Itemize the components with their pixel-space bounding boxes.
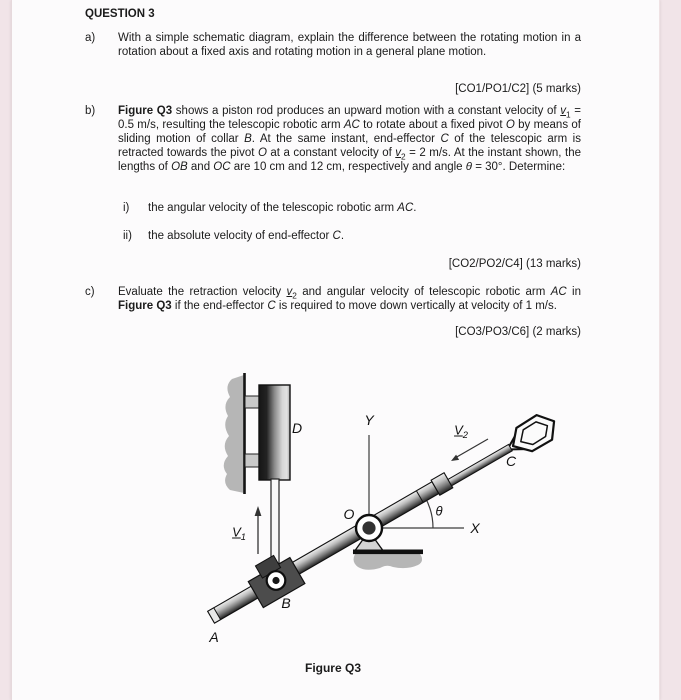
question-title: QUESTION 3 [85,8,155,20]
label-c: C [505,453,517,469]
part-a-text: With a simple schematic diagram, explain the difference between the rotating motion in a rotation about a fixed axis and rotating motion in a general plane motion. [118,32,581,58]
part-b-label: b) [85,105,96,117]
part-c-text: Evaluate the retraction velocity $v_2$ and angular velocity of telescopic robotic arm AC in Figure Q3 if the end-effector C is required to move down vertically at velocity of 1 m/s. [118,286,582,312]
arm-inner-rod [448,444,512,485]
telescopic-arm [200,400,562,632]
label-v1: $V_1$ [232,524,246,543]
part-b-marks: [CO2/PO2/C4] (13 marks) [448,258,581,270]
label-d: D [291,420,303,436]
label-o: O [343,506,355,522]
label-a: A [209,629,219,645]
wall [224,373,261,494]
label-b: B [281,595,291,611]
figure-q3 [126,368,566,656]
pivot-pin-o [356,515,382,541]
part-b-item-i-text: the angular velocity of the telescopic robotic arm AC. [148,202,417,214]
part-b-item-ii-text: the absolute velocity of end-effector C. [148,230,345,242]
collar-pin-b [267,571,286,590]
part-b-item-i-label: i) [123,202,130,214]
label-y: Y [364,412,374,428]
part-a-marks: [CO1/PO1/C2] (5 marks) [455,83,581,95]
figure-caption: Figure Q3 [304,661,361,675]
label-v2: $V_2$ [454,422,468,441]
label-theta: θ [435,503,443,519]
document-page [11,0,660,700]
part-c-label: c) [85,286,95,298]
part-b-item-ii-label: ii) [123,230,132,242]
part-c-marks: [CO3/PO3/C6] (2 marks) [455,326,581,338]
label-x: X [470,520,480,536]
velocity-arrow-v2 [451,439,488,461]
cylinder-d [259,385,290,480]
part-a-label: a) [85,32,96,44]
velocity-arrow-v1 [255,506,262,554]
part-b-text: Figure Q3 shows a piston rod produces an upward motion with a constant velocity of $v_1 = 0.5$ m/s, resulting the telescopic robotic arm AC to rotate about a fixed pivot O by means of sliding motion of collar B. At the same instant, end-effector C of the telescopic arm is retracted towards the pivot O at a constant velocity of $v_2 = 2$ m/s. At the instant shown, the lengths of OB and OC are 10 cm and 12 cm, respectively and angle θ = 30°. Determine: [118,105,581,173]
